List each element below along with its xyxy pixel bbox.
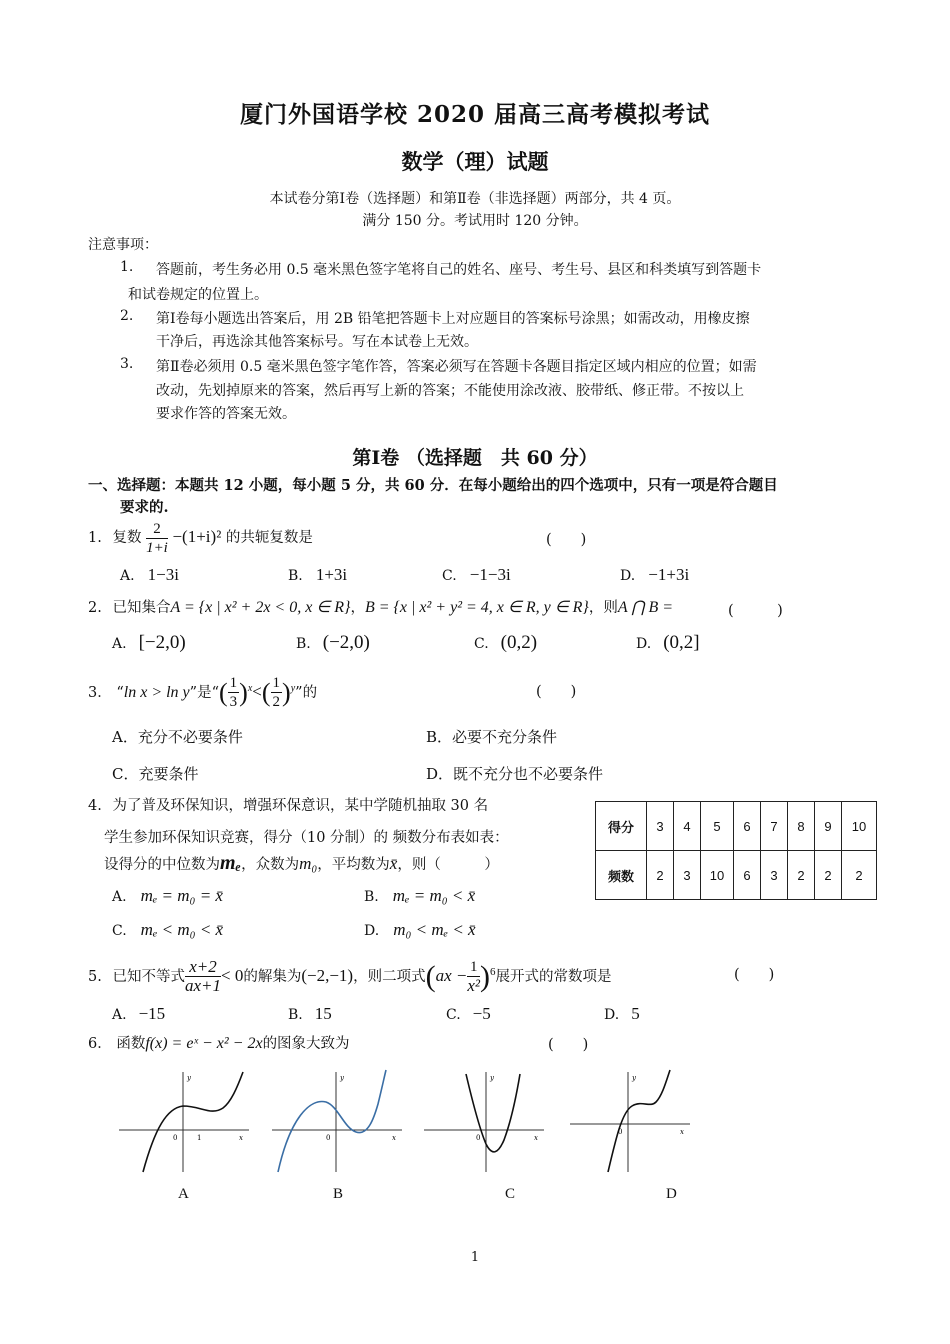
question-text: ，则	[588, 600, 618, 616]
note-number: 2.	[120, 308, 134, 324]
origin-label: 0	[476, 1134, 481, 1142]
note-number: 1.	[120, 259, 134, 275]
numerator: 1	[467, 958, 480, 977]
option-value: m₀ < mₑ < x̄	[393, 920, 476, 939]
option-label: A.	[120, 568, 135, 584]
note-line: 和试卷规定的位置上。	[128, 287, 268, 303]
option	[474, 632, 537, 654]
option	[288, 565, 347, 585]
table-cell: 3	[674, 851, 701, 900]
axis-x-label: x	[680, 1128, 684, 1136]
question-text: ”是“	[189, 684, 219, 701]
question-text: ，则二项式	[353, 968, 426, 985]
note-line: 答题前，考生务必用 0.5 毫米黑色签字笔将自己的姓名、座号、考生号、县区和科类填写到答题卡	[156, 262, 762, 278]
fraction	[146, 520, 168, 557]
tick-label: 1	[197, 1134, 202, 1142]
option-label: C.	[442, 568, 457, 584]
math-operator: <	[252, 681, 262, 701]
intro-line-2: 满分 150 分。考试用时 120 分钟。	[362, 213, 588, 229]
question-number: 5.	[88, 968, 102, 985]
option-label: B.	[296, 636, 311, 652]
curve	[466, 1074, 520, 1152]
option-label: A.	[112, 889, 127, 905]
math-expression: ax −	[435, 965, 468, 985]
curve	[608, 1070, 670, 1172]
table-cell: 4	[674, 802, 701, 851]
option-value: mₑ < m₀ < x̄	[140, 920, 224, 939]
answer-paren: ( )	[548, 1037, 589, 1053]
question-text: 为了普及环保知识，增强环保意识，某中学随机抽取 30 名	[112, 798, 489, 814]
question-number: 3．	[88, 684, 112, 701]
question-4	[88, 794, 488, 815]
frequency-table	[595, 801, 877, 900]
option-value: 必要不充分条件	[452, 728, 558, 746]
curve	[278, 1070, 386, 1172]
axis-y-label: y	[490, 1074, 494, 1082]
option	[620, 565, 689, 585]
denominator: 1+i	[146, 539, 168, 556]
math-expression: ln x > ln y	[123, 683, 190, 701]
answer-paren: ( )	[536, 684, 577, 700]
origin-label: 0	[173, 1134, 178, 1142]
page-number: 1	[470, 1250, 480, 1265]
option	[296, 632, 370, 654]
option-value: 充要条件	[138, 765, 199, 783]
question-6	[88, 1032, 350, 1053]
graph-label: C	[505, 1186, 516, 1202]
note-number: 3.	[120, 356, 134, 372]
exponent: y	[290, 683, 296, 694]
option-value: −15	[138, 1004, 166, 1023]
table-cell: 8	[788, 802, 815, 851]
page-title: 厦门外国语学校 2020 届高三高考模拟考试	[239, 101, 711, 128]
note-line: 干净后，再选涂其他答案标号。写在本试卷上无效。	[156, 334, 478, 350]
option-value: 充分不必要条件	[137, 728, 243, 746]
option-value: mₑ = m₀ < x̄	[392, 886, 476, 905]
math-expression: < 0	[220, 965, 244, 985]
option-label: D.	[364, 923, 380, 939]
question-number: 6．	[88, 1036, 112, 1052]
option	[112, 886, 223, 906]
axis-y-label: y	[340, 1074, 344, 1082]
option-label: A．	[112, 728, 138, 746]
option-label: B．	[426, 728, 453, 746]
math-symbol: m₀	[299, 854, 318, 873]
table-cell: 2	[647, 851, 674, 900]
math-symbol: x̄	[389, 854, 398, 873]
numerator: 2	[146, 520, 168, 539]
option	[426, 763, 603, 784]
numerator: x+2	[185, 958, 221, 977]
option-value: −1−3i	[469, 565, 511, 584]
question-text: 已知不等式	[112, 968, 185, 985]
question-text: ，则（ ）	[397, 857, 499, 873]
table-cell: 2	[842, 851, 877, 900]
question-number: 4.	[88, 798, 102, 814]
subject-title: 数学（理）试题	[401, 149, 549, 174]
question-text: 的解集为	[243, 968, 302, 985]
origin-label: 0	[618, 1128, 623, 1136]
section-instruction: 一、选择题：本题共 12 小题，每小题 5 分，共 60 分．在每小题给出的四个选项中，只有一项是符合题目	[88, 477, 778, 494]
fraction	[185, 958, 221, 995]
table-cell: 5	[701, 802, 734, 851]
math-expression: −(1+i)²	[172, 527, 222, 546]
exponent: x	[247, 683, 253, 694]
denominator: ax+1	[184, 976, 221, 996]
denominator: x²	[467, 976, 481, 996]
table-cell: 10	[701, 851, 734, 900]
question-4-line2: 学生参加环保知识竞赛，得分（10 分制）的 频数分布表如表：	[104, 830, 509, 846]
option	[112, 632, 186, 654]
exponent: 6	[490, 966, 496, 978]
option	[426, 726, 557, 747]
option-value: (−2,0)	[322, 632, 370, 653]
origin-label: 0	[326, 1134, 331, 1142]
table-row-header: 得分	[596, 802, 647, 851]
question-text: ，众数为	[241, 857, 300, 873]
fraction	[228, 674, 240, 711]
question-text: ，平均数为	[317, 857, 390, 873]
table-cell: 3	[647, 802, 674, 851]
graph-b	[268, 1068, 408, 1176]
fraction	[271, 674, 283, 711]
option	[364, 920, 476, 940]
axis-y-label: y	[632, 1074, 636, 1082]
option-value: mₑ = m₀ = x̄	[140, 886, 223, 905]
axis-x-label: x	[534, 1134, 538, 1142]
question-text: 的共轭复数是	[225, 530, 313, 546]
option-value: −5	[472, 1004, 491, 1023]
table-row-header: 频数	[596, 851, 647, 900]
question-4-line3	[104, 852, 499, 875]
option	[446, 1004, 491, 1024]
option-label: B.	[364, 889, 379, 905]
option	[112, 763, 199, 784]
option	[364, 886, 475, 906]
question-3: 3． “ln x > ln y”是“( $\frac{1}{3}$ )$^x$<( $\frac{1}{2}$ )$^y$”的	[88, 675, 318, 711]
graph-label: A	[178, 1186, 189, 1202]
graph-d	[566, 1068, 696, 1176]
axis-y-label: y	[187, 1074, 191, 1082]
question-text: 已知集合	[112, 600, 171, 616]
section-title: 第Ⅰ卷 （选择题 共 60 分）	[352, 447, 598, 469]
question-text: 的图象大致为	[262, 1036, 350, 1052]
math-expression: (−2,−1)	[301, 965, 354, 985]
curve	[143, 1072, 243, 1172]
math-symbol: mₑ	[220, 852, 242, 874]
graph-c	[420, 1068, 550, 1176]
note-line: 改动，先划掉原来的答案，然后再写上新的答案；不能使用涂改液、胶带纸、修正带。不按以上	[156, 383, 744, 399]
table-cell: 9	[815, 802, 842, 851]
option-label: A.	[112, 1007, 127, 1023]
table-cell: 7	[761, 802, 788, 851]
option-label: C．	[112, 765, 139, 783]
axis-x-label: x	[392, 1134, 396, 1142]
option-label: B.	[288, 1007, 303, 1023]
option-value: [−2,0)	[138, 632, 186, 653]
note-line: 要求作答的答案无效。	[156, 406, 296, 422]
option	[112, 1004, 165, 1024]
option-value: (0,2]	[663, 632, 700, 653]
graph-label: D	[666, 1186, 677, 1202]
table-cell: 2	[788, 851, 815, 900]
answer-paren: ( )	[734, 967, 775, 983]
option	[442, 565, 511, 585]
table-row	[596, 802, 877, 851]
option-label: B.	[288, 568, 303, 584]
note-line: 第Ⅰ卷每小题选出答案后，用 2B 铅笔把答题卡上对应题目的答案标号涂黑；如需改动，用橡皮擦	[156, 311, 750, 327]
answer-paren: ( )	[546, 532, 587, 548]
question-2	[88, 596, 673, 617]
option-label: A.	[112, 636, 127, 652]
option-value: 1+3i	[315, 565, 348, 584]
fraction	[467, 958, 480, 995]
option	[604, 1004, 640, 1024]
table-cell: 3	[761, 851, 788, 900]
notes-heading: 注意事项：	[88, 237, 158, 253]
option-label: D.	[636, 636, 652, 652]
intro-line-1: 本试卷分第Ⅰ卷（选择题）和第Ⅱ卷（非选择题）两部分，共 4 页。	[269, 191, 681, 207]
table-cell: 2	[815, 851, 842, 900]
option-label: C.	[446, 1007, 461, 1023]
graph-label: B	[333, 1186, 344, 1202]
question-text: 函数	[116, 1036, 146, 1052]
question-number: 1.	[88, 530, 102, 546]
question-1	[88, 517, 313, 558]
option-label: C.	[112, 923, 127, 939]
question-text: 设得分的中位数为	[104, 857, 220, 873]
question-text: 复数	[112, 530, 142, 546]
table-cell: 6	[734, 802, 761, 851]
note-line: 第Ⅱ卷必须用 0.5 毫米黑色签字笔作答，答案必须写在答题卡各题目指定区域内相应的位置；如需	[156, 359, 757, 375]
option	[120, 565, 179, 585]
option-label: D．	[426, 765, 454, 783]
question-text: ”的	[295, 684, 318, 701]
math-expression: f(x) = eˣ − x² − 2x	[145, 1035, 263, 1052]
numerator: 1	[229, 675, 238, 692]
question-text: “	[116, 684, 124, 701]
option-value: 1−3i	[147, 565, 179, 584]
section-instruction-cont: 要求的.	[120, 499, 169, 516]
axis-x-label: x	[239, 1134, 243, 1142]
option	[288, 1004, 332, 1024]
denominator: 2	[272, 694, 281, 711]
option	[112, 726, 243, 747]
question-text: 展开式的常数项是	[495, 968, 612, 985]
table-cell: 6	[734, 851, 761, 900]
math-expression: B = {x | x² + y² = 4, x ∈ R, y ∈ R}	[364, 599, 589, 616]
table-row	[596, 851, 877, 900]
numerator: 1	[272, 675, 281, 692]
option	[636, 632, 700, 654]
table-cell: 10	[842, 802, 877, 851]
question-number: 2.	[88, 600, 102, 616]
option-value: (0,2)	[500, 632, 538, 653]
question-text: ，	[350, 600, 365, 616]
option-label: C.	[474, 636, 489, 652]
option-value: 5	[631, 1004, 640, 1023]
option-label: D.	[604, 1007, 620, 1023]
option	[112, 920, 223, 940]
option-value: 既不充分也不必要条件	[453, 765, 604, 783]
option-value: −1+3i	[648, 565, 690, 584]
math-expression: A = {x | x² + 2x < 0, x ∈ R}	[170, 599, 351, 616]
option-label: D.	[620, 568, 636, 584]
answer-paren: ( )	[728, 603, 783, 619]
option-value: 15	[314, 1004, 332, 1023]
math-expression: A ⋂ B =	[617, 599, 674, 616]
graph-a	[115, 1068, 255, 1176]
question-5: 5. 已知不等式 $\frac{x+2}{ax+1}$ < 0的解集为(−2,−1)，则二项式(ax − $\frac{1}{\text{x²}}$ )$^6$展开式的常数项是	[88, 957, 612, 996]
denominator: 3	[229, 694, 238, 711]
